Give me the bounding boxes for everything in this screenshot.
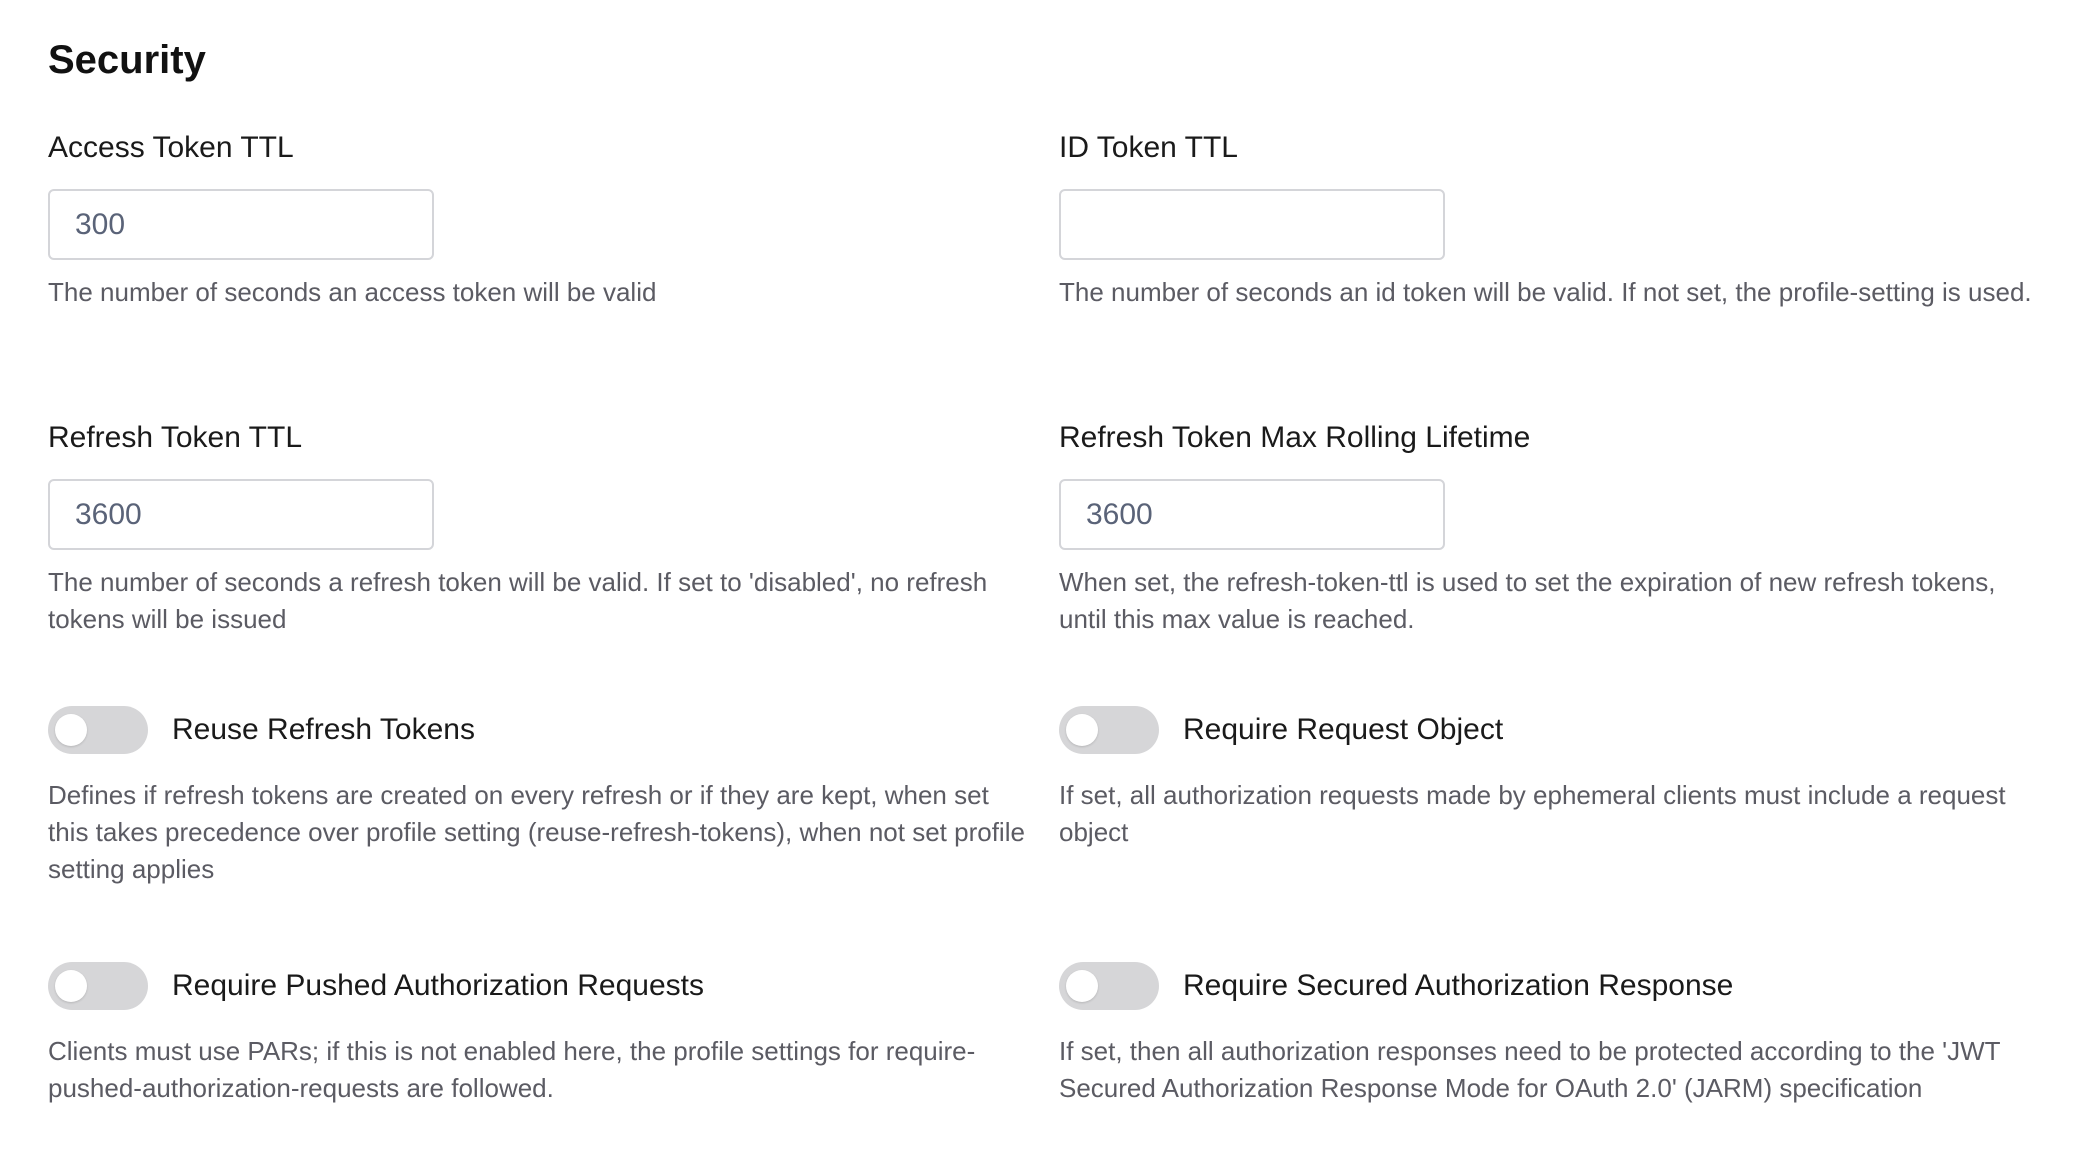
access-token-ttl-input[interactable]: [48, 189, 434, 260]
access-token-ttl-label: Access Token TTL: [48, 131, 294, 164]
reuse-refresh-tokens-row: [48, 705, 1033, 755]
require-pushed-authorization-requests-label: Require Pushed Authorization Requests: [172, 969, 705, 1002]
require-request-object-toggle[interactable]: [1059, 706, 1159, 754]
reuse-refresh-tokens-label: Reuse Refresh Tokens: [172, 713, 475, 746]
id-token-ttl-label: ID Token TTL: [1059, 131, 1238, 164]
require-request-object-field: [1059, 705, 2044, 851]
require-secured-authorization-response-row: [1059, 961, 2044, 1011]
require-secured-authorization-response-toggle[interactable]: [1059, 962, 1159, 1010]
require-pushed-authorization-requests-row: [48, 961, 1033, 1011]
id-token-ttl-input[interactable]: [1059, 189, 1445, 260]
toggle-knob: [55, 970, 87, 1002]
toggle-knob: [1066, 970, 1098, 1002]
require-request-object-help: If set, all authorization requests made by ephemeral clients must include a request object: [1059, 780, 2006, 847]
require-secured-authorization-response-help: If set, then all authorization responses need to be protected according to the 'JWT Secured Authorization Response Mode for OAuth 2.0' (JARM) specification: [1059, 1036, 2001, 1103]
require-secured-authorization-response-label: Require Secured Authorization Response: [1183, 969, 1734, 1002]
refresh-token-max-rolling-lifetime-input[interactable]: [1059, 479, 1445, 550]
require-secured-authorization-response-field: [1059, 961, 2044, 1107]
refresh-token-max-rolling-lifetime-field: [1059, 420, 2044, 638]
refresh-token-ttl-help: The number of seconds a refresh token will be valid. If set to 'disabled', no refresh tokens will be issued: [48, 567, 988, 634]
refresh-token-ttl-field: [48, 420, 1033, 638]
refresh-token-ttl-input[interactable]: [48, 479, 434, 550]
reuse-refresh-tokens-toggle[interactable]: [48, 706, 148, 754]
refresh-token-max-rolling-lifetime-help: When set, the refresh-token-ttl is used to set the expiration of new refresh tokens, until this max value is reached.: [1059, 567, 1996, 634]
refresh-token-max-rolling-lifetime-label: Refresh Token Max Rolling Lifetime: [1059, 421, 1531, 454]
section-title: Security: [48, 38, 206, 82]
id-token-ttl-field: [1059, 130, 2044, 311]
require-pushed-authorization-requests-help: Clients must use PARs; if this is not enabled here, the profile settings for require-pushed-authorization-requests are followed.: [48, 1036, 976, 1103]
reuse-refresh-tokens-help: Defines if refresh tokens are created on every refresh or if they are kept, when set this takes precedence over profile setting (reuse-refresh-tokens), when not set profile setting applies: [48, 780, 1025, 884]
require-request-object-label: Require Request Object: [1183, 713, 1504, 746]
access-token-ttl-help: The number of seconds an access token will be valid: [48, 277, 657, 307]
require-request-object-row: [1059, 705, 2044, 755]
id-token-ttl-help: The number of seconds an id token will be valid. If not set, the profile-setting is used.: [1059, 277, 2032, 307]
toggle-knob: [1066, 714, 1098, 746]
require-pushed-authorization-requests-field: [48, 961, 1033, 1107]
refresh-token-ttl-label: Refresh Token TTL: [48, 421, 303, 454]
require-pushed-authorization-requests-toggle[interactable]: [48, 962, 148, 1010]
toggle-knob: [55, 714, 87, 746]
access-token-ttl-field: [48, 130, 1033, 311]
reuse-refresh-tokens-field: [48, 705, 1033, 888]
